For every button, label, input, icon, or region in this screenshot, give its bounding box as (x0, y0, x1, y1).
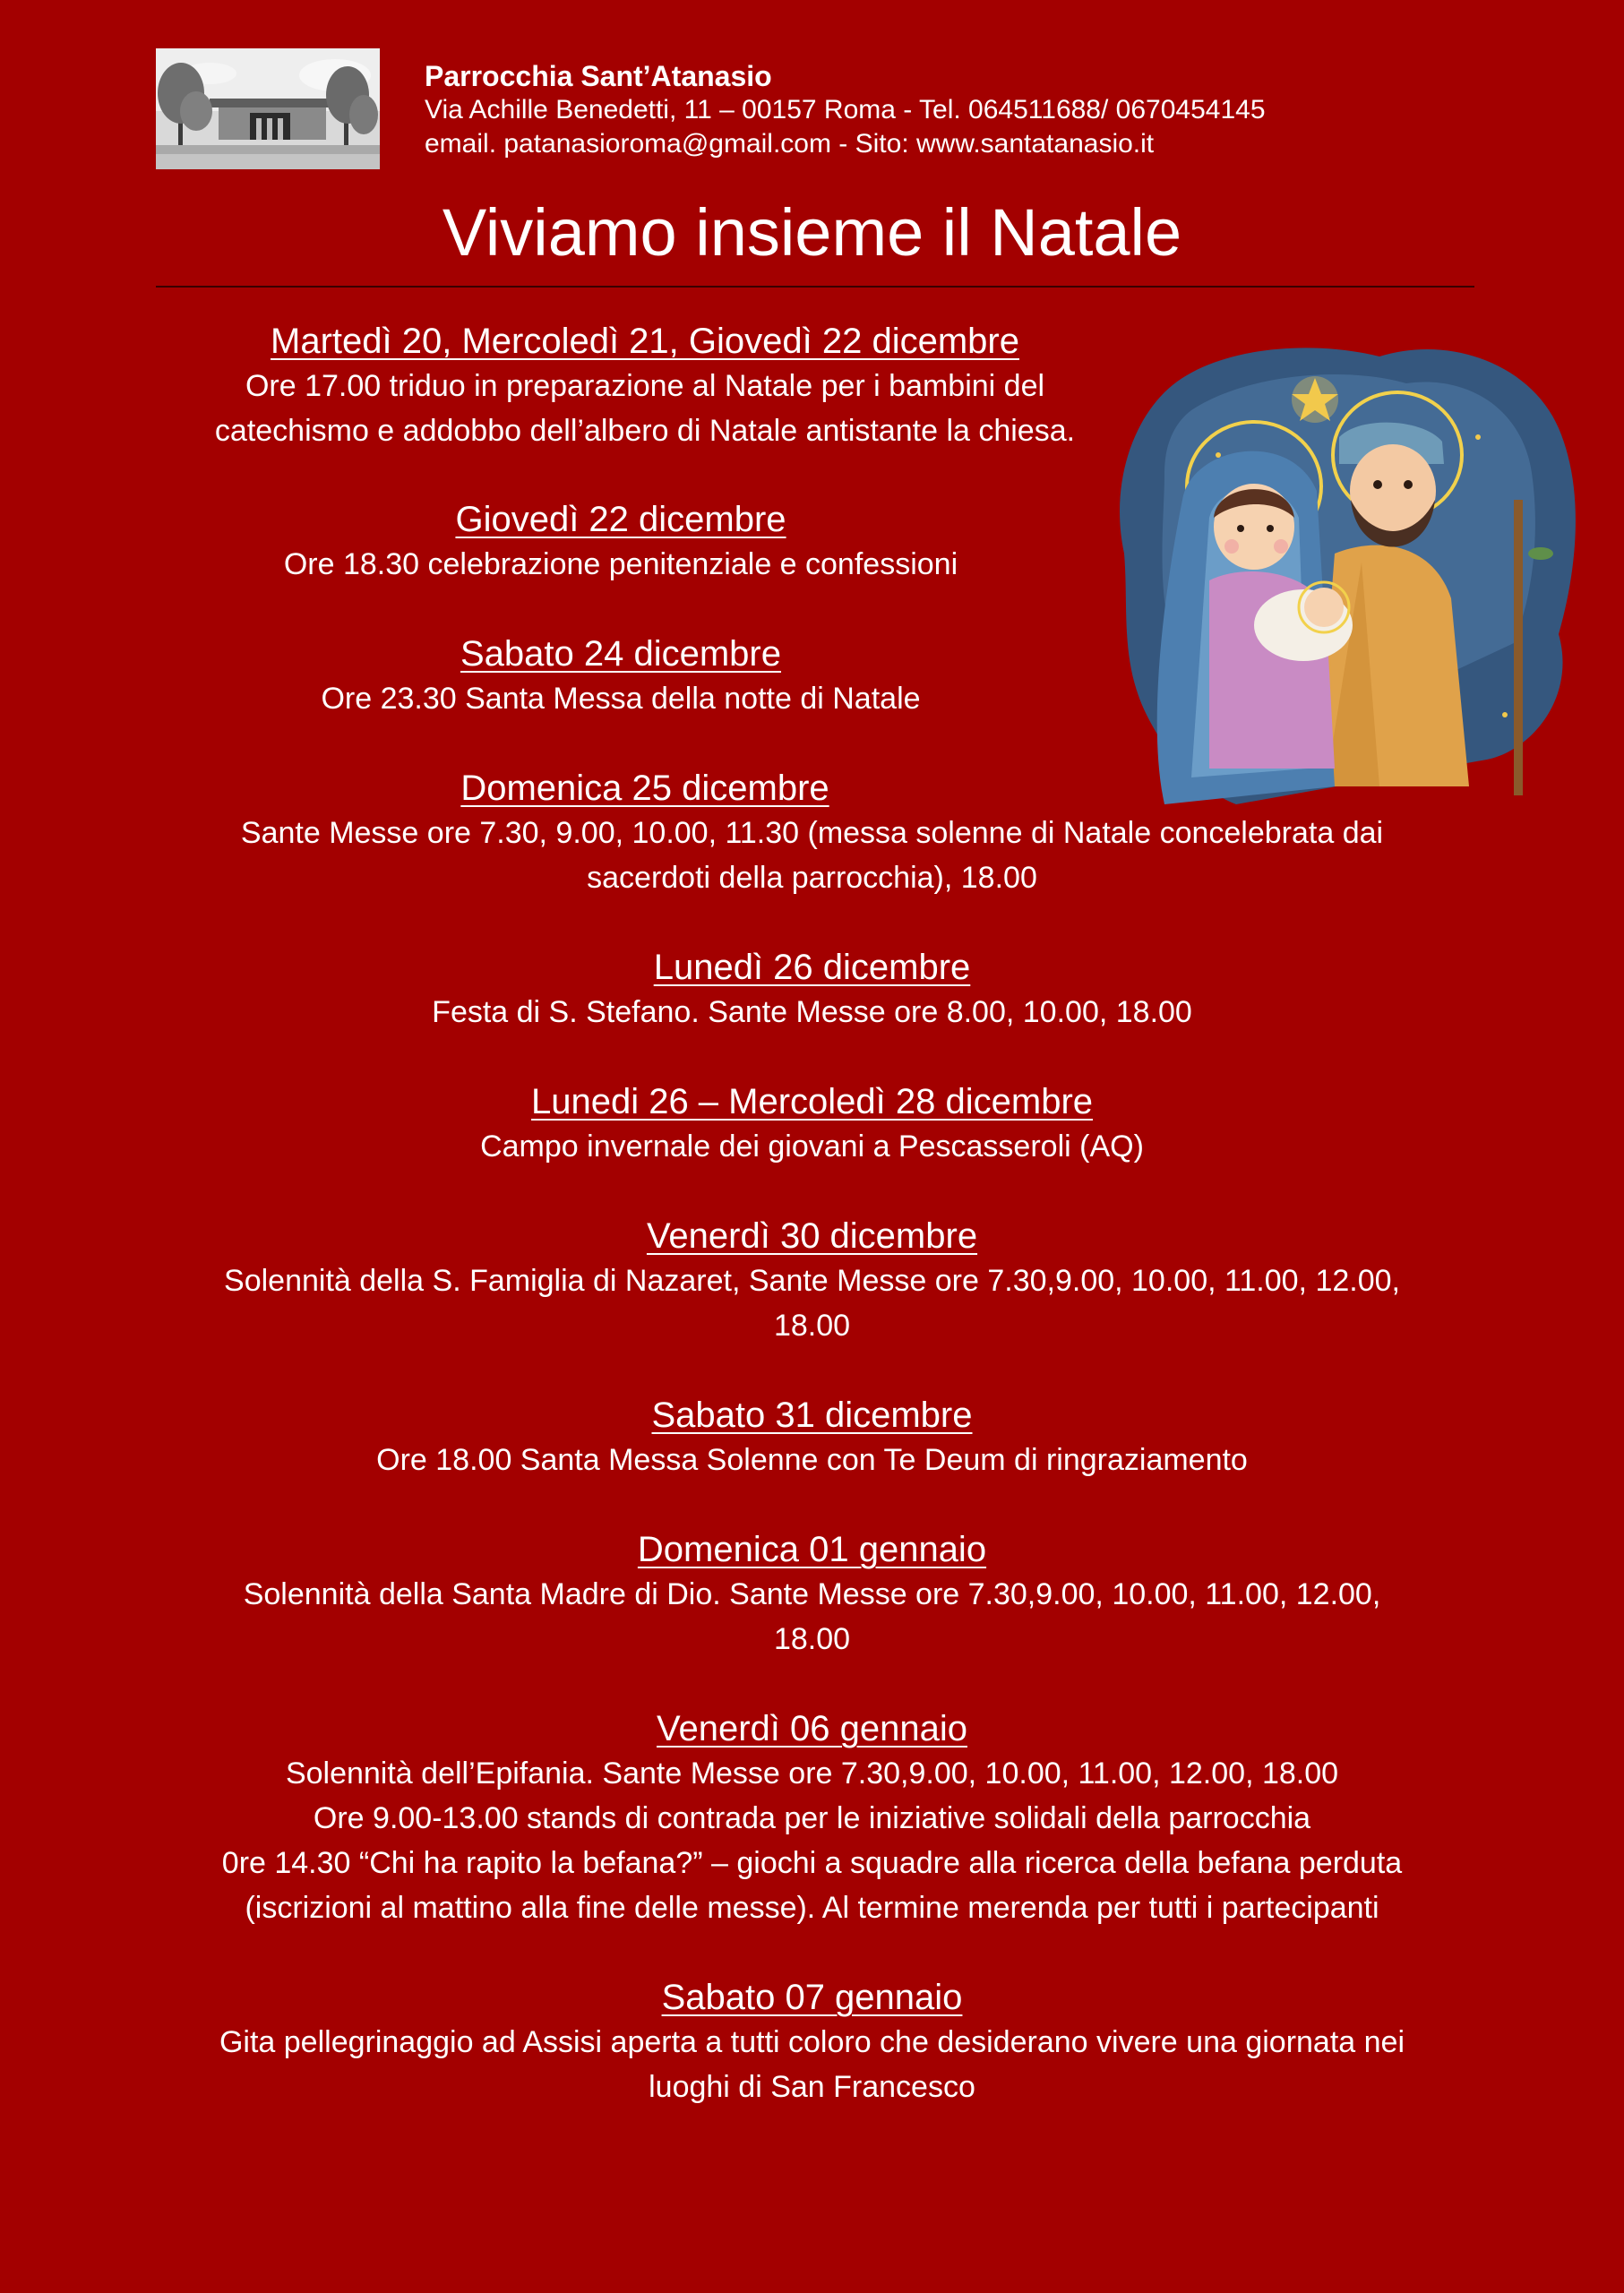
nativity-illustration (1111, 339, 1582, 804)
org-address: Via Achille Benedetti, 11 – 00157 Roma - Tel. 064511688/ 0670454145 (425, 95, 1266, 125)
event-detail: Solennità della S. Famiglia di Nazaret, Sante Messe ore 7.30,9.00, 10.00, 11.00, 12.00, (224, 1264, 1400, 1298)
event-detail: Festa di S. Stefano. Sante Messe ore 8.00, 10.00, 18.00 (432, 995, 1192, 1029)
event-date: Lunedì 26 dicembre (653, 948, 971, 987)
page-title: Viviamo insieme il Natale (442, 195, 1182, 270)
event-youth-camp (107, 1079, 1517, 1169)
event-date: Domenica 25 dicembre (460, 769, 829, 808)
event-advent-triduum (143, 319, 1147, 453)
event-christmas-eve (143, 631, 1098, 721)
event-date: Martedì 20, Mercoledì 21, Giovedì 22 dicembre (271, 322, 1019, 361)
event-detail: 18.00 (773, 1622, 851, 1656)
org-contacts: email. patanasioroma@gmail.com - Sito: www.santatanasio.it (425, 129, 1155, 159)
event-holy-family (107, 1214, 1517, 1348)
event-detail: Gita pellegrinaggio ad Assisi aperta a tutti coloro che desiderano vivere una giornata nei (219, 2025, 1405, 2059)
event-detail: 0re 14.30 “Chi ha rapito la befana?” – giochi a squadre alla ricerca della befana perduta (221, 1846, 1403, 1880)
event-detail: Ore 17.00 triduo in preparazione al Natale per i bambini del (245, 369, 1045, 403)
event-christmas-day (143, 766, 1147, 811)
event-penitential (143, 497, 1098, 587)
event-detail: (iscrizioni al mattino alla fine delle messe). Al termine merenda per tutti i partecipanti (245, 1891, 1379, 1925)
event-mother-of-god (107, 1527, 1517, 1662)
event-date: Venerdì 30 dicembre (646, 1216, 978, 1256)
church-photo (156, 48, 380, 169)
event-santo-stefano (107, 945, 1517, 1035)
org-name: Parrocchia Sant’Atanasio (425, 60, 772, 92)
event-date: Venerdì 06 gennaio (657, 1709, 967, 1748)
event-epiphany (107, 1706, 1517, 1930)
event-detail: luoghi di San Francesco (649, 2070, 975, 2104)
event-detail: Solennità dell’Epifania. Sante Messe ore 7.30,9.00, 10.00, 11.00, 12.00, 18.00 (285, 1756, 1339, 1791)
event-detail: Ore 18.00 Santa Messa Solenne con Te Deum di ringraziamento (376, 1443, 1248, 1477)
event-detail: 18.00 (773, 1309, 851, 1343)
event-date: Giovedì 22 dicembre (455, 500, 786, 539)
event-detail: Ore 23.30 Santa Messa della notte di Natale (321, 682, 921, 716)
event-detail: Ore 9.00-13.00 stands di contrada per le iniziative solidali della parrocchia (313, 1801, 1311, 1835)
event-date: Sabato 31 dicembre (651, 1396, 973, 1435)
event-detail: Sante Messe ore 7.30, 9.00, 10.00, 11.30 (messa solenne di Natale concelebrata dai (240, 816, 1384, 850)
event-christmas-day-details (107, 811, 1517, 900)
event-date: Sabato 24 dicembre (460, 634, 781, 674)
title-divider (156, 286, 1474, 288)
event-date: Lunedi 26 – Mercoledì 28 dicembre (530, 1082, 1094, 1121)
event-detail: Solennità della Santa Madre di Dio. Sante Messe ore 7.30,9.00, 10.00, 11.00, 12.00, (243, 1577, 1381, 1611)
event-new-years-eve (107, 1393, 1517, 1482)
event-detail: catechismo e addobbo dell’albero di Natale antistante la chiesa. (214, 414, 1076, 448)
event-detail: sacerdoti della parrocchia), 18.00 (587, 861, 1037, 895)
header-info (425, 59, 1499, 161)
event-detail: Ore 18.30 celebrazione penitenziale e confessioni (283, 547, 958, 581)
event-date: Sabato 07 gennaio (661, 1978, 963, 2017)
event-detail: Campo invernale dei giovani a Pescasseroli (AQ) (480, 1129, 1144, 1164)
event-date: Domenica 01 gennaio (637, 1530, 987, 1569)
event-assisi-trip (107, 1975, 1517, 2109)
